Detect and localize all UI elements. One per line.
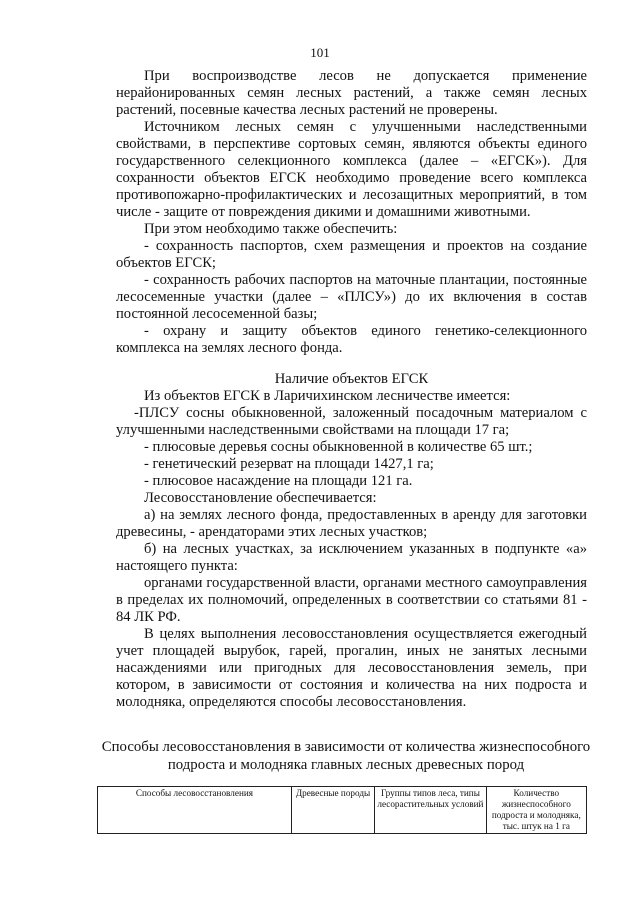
table-title: [96, 738, 596, 774]
table-header-cell: Группы типов леса, типы лесорастительных условий: [375, 787, 486, 834]
paragraph: Лесовосстановление обеспечивается:: [144, 490, 377, 506]
paragraph: б) на лесных участках, за исключением указанных в подпункте «а» настоящего пункта:: [116, 541, 587, 574]
paragraph: - сохранность паспортов, схем размещения и проектов на создание объектов ЕГСК;: [116, 238, 587, 271]
paragraph: При этом необходимо также обеспечить:: [144, 221, 398, 237]
table-title-line: подроста и молодняка главных лесных древесных пород: [167, 757, 525, 773]
section-heading: Наличие объектов ЕГСК: [274, 371, 429, 387]
table-header-row: [98, 787, 587, 834]
paragraph: - охрану и защиту объектов единого генетико-селекционного комплекса на землях лесного фонда.: [116, 323, 587, 356]
paragraph: Источником лесных семян с улучшенными наследственными свойствами, в перспективе сортовых семян, являются объекты единого государственного селекционного комплекса (далее – «ЕГСК»). Для сохранности объектов ЕГСК необходимо проведение всего комплекса противопожарно-профилактических и лесозащитных мероприятий, в том числе - защите от повреждения дикими и домашними животными.: [116, 119, 587, 220]
paragraph: Из объектов ЕГСК в Ларичихинском лесничестве имеется:: [144, 388, 511, 404]
table-title-line: Способы лесовосстановления в зависимости от количества жизнеспособного: [101, 739, 591, 755]
paragraph: В целях выполнения лесовосстановления осуществляется ежегодный учет площадей вырубок, гарей, прогалин, иных не занятых лесными насаждениями или пригодных для лесовосстановления земель, при котором, в зависимости от состояния и количества на них подроста и молодняка, определяются способы лесовосстановления.: [116, 626, 587, 710]
paragraph: - плюсовые деревья сосны обыкновенной в количестве 65 шт.;: [144, 439, 533, 455]
page-number: 101: [310, 45, 330, 60]
paragraph: а) на землях лесного фонда, предоставленных в аренду для заготовки древесины, - арендаторами этих лесных участков;: [116, 507, 587, 540]
paragraph: - генетический резерват на площади 1427,1 га;: [144, 456, 434, 472]
table-header-cell: Древесные породы: [291, 787, 374, 834]
body-text: [116, 68, 587, 711]
table-header-cell: Способы лесовосстановления: [98, 787, 292, 834]
paragraph: - сохранность рабочих паспортов на маточные плантации, постоянные лесосеменные участки (далее – «ПЛСУ») до их включения в состав постоянной лесосеменной базы;: [116, 272, 587, 322]
paragraph: - плюсовое насаждение на площади 121 га.: [144, 473, 413, 489]
table-header-cell: Количество жизнеспособного подроста и молодняка, тыс. штук на 1 га: [486, 787, 586, 834]
paragraph: При воспроизводстве лесов не допускается применение нерайонированных семян лесных растений, а также семян лесных растений, посевные качества лесных растений не проверены.: [116, 68, 587, 118]
methods-table: [97, 786, 587, 834]
paragraph: органами государственной власти, органами местного самоуправления в пределах их полномочий, определенных в соответствии со статьями 81 - 84 ЛК РФ.: [116, 575, 587, 625]
paragraph: -ПЛСУ сосны обыкновенной, заложенный посадочным материалом с улучшенными наследственными свойствами на площади 17 га;: [116, 405, 587, 438]
